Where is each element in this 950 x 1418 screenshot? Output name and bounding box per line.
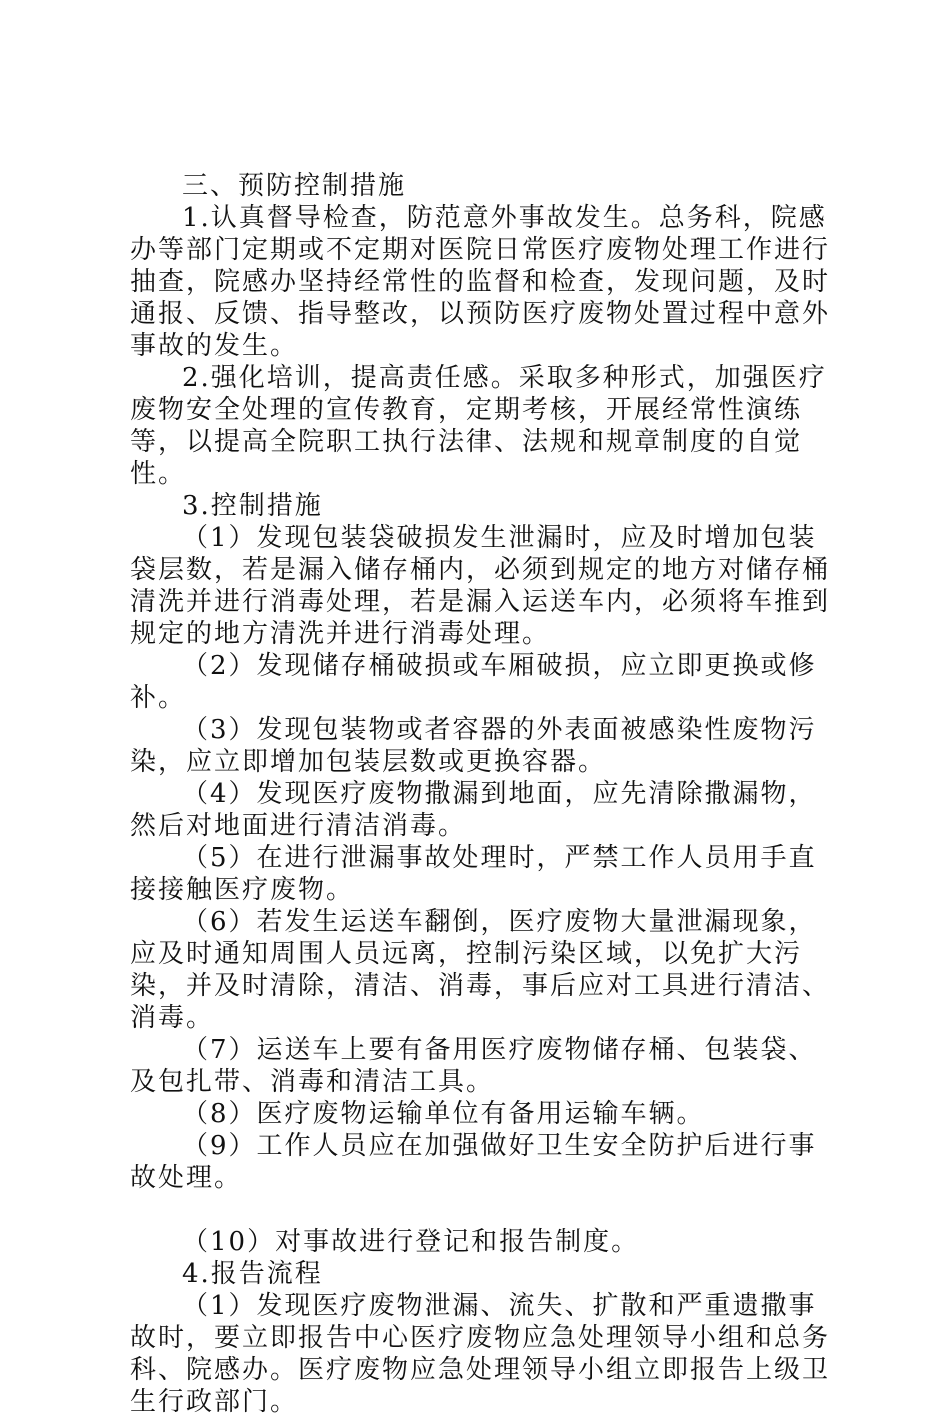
measure-item-10: （10）对事故进行登记和报告制度。 bbox=[182, 1227, 640, 1257]
paragraph-supervision: 1.认真督导检查，防范意外事故发生。总务科，院感办等部门定期或不定期对医院日常医疗废物处理工作进行抽查，院感办坚持经常性的监督和检查，发现问题，及时通报、反馈、指导整改，以预防医疗废物处置过程中意外事故的发生。 bbox=[130, 203, 831, 361]
measure-item-7: （7）运送车上要有备用医疗废物储存桶、包装袋、及包扎带、消毒和清洁工具。 bbox=[130, 1035, 817, 1097]
measure-item-3: （3）发现包装物或者容器的外表面被感染性废物污染，应立即增加包装层数或更换容器。 bbox=[130, 715, 817, 777]
blank-line bbox=[130, 1194, 830, 1226]
measure-item-1: （1）发现包装袋破损发生泄漏时，应及时增加包装袋层数，若是漏入储存桶内，必须到规定的地方对储存桶清洗并进行消毒处理，若是漏入运送车内，必须将车推到规定的地方清洗并进行消毒处理。 bbox=[130, 523, 831, 649]
measure-item-6: （6）若发生运送车翻倒，医疗废物大量泄漏现象，应及时通知周围人员远离，控制污染区域，以免扩大污染，并及时清除，清洁、消毒，事后应对工具进行清洁、消毒。 bbox=[130, 907, 831, 1033]
paragraph-training: 2.强化培训，提高责任感。采取多种形式，加强医疗废物安全处理的宣传教育，定期考核，开展经常性演练等，以提高全院职工执行法律、法规和规章制度的自觉性。 bbox=[130, 363, 827, 489]
subheading-control-measures: 3.控制措施 bbox=[182, 491, 323, 521]
section-heading-prevention: 三、预防控制措施 bbox=[182, 171, 407, 201]
measure-item-4: （4）发现医疗废物撒漏到地面，应先清除撒漏物，然后对地面进行清洁消毒。 bbox=[130, 779, 817, 841]
measure-item-5: （5）在进行泄漏事故处理时，严禁工作人员用手直接接触医疗废物。 bbox=[130, 843, 817, 905]
subheading-reporting-process: 4.报告流程 bbox=[182, 1259, 323, 1289]
reporting-item-1: （1）发现医疗废物泄漏、流失、扩散和严重遗撒事故时，要立即报告中心医疗废物应急处理领导小组和总务科、院感办。医疗废物应急处理领导小组立即报告上级卫生行政部门。 bbox=[130, 1291, 831, 1417]
document-body bbox=[130, 170, 830, 1418]
measure-item-2: （2）发现储存桶破损或车厢破损，应立即更换或修补。 bbox=[130, 651, 817, 713]
measure-item-8: （8）医疗废物运输单位有备用运输车辆。 bbox=[182, 1099, 705, 1129]
measure-item-9: （9）工作人员应在加强做好卫生安全防护后进行事故处理。 bbox=[130, 1131, 817, 1193]
